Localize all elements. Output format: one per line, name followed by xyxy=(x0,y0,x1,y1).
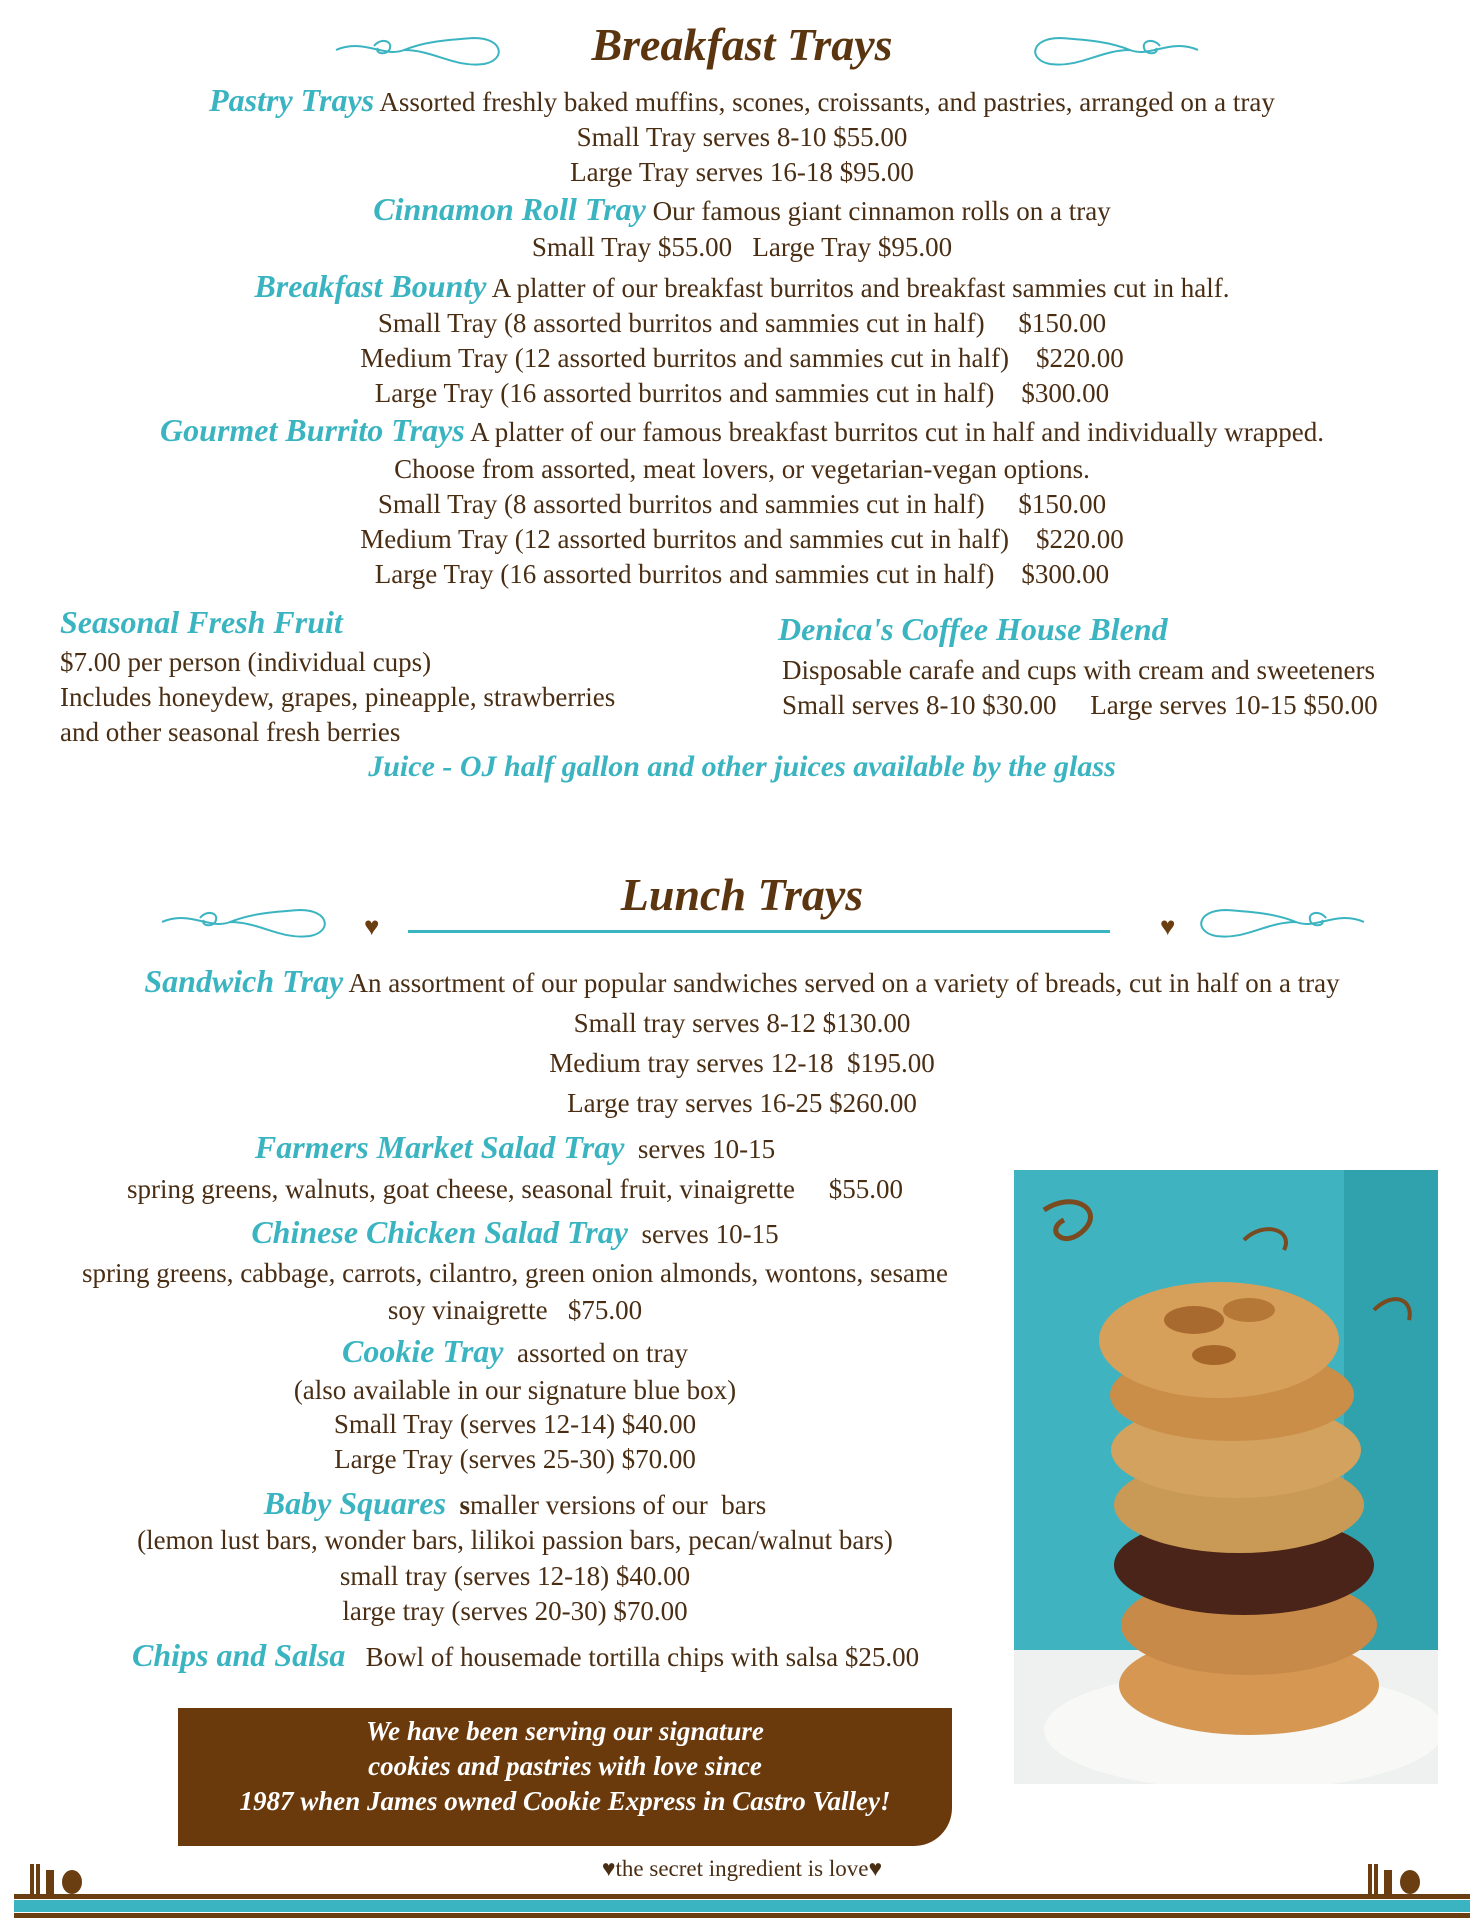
footer-stripe-teal xyxy=(14,1900,1470,1912)
chinese-title: Chinese Chicken Salad Tray xyxy=(251,1214,628,1250)
bounty-medium: Medium Tray (12 assorted burritos and sammies cut in half) $220.00 xyxy=(360,343,1124,373)
fruit-line2: Includes honeydew, grapes, pineapple, strawberries xyxy=(60,682,616,712)
heart-icon-left: ♥ xyxy=(364,912,380,941)
bounty-row xyxy=(0,268,1484,306)
farmers-desc: spring greens, walnuts, goat cheese, seasonal fruit, vinaigrette $55.00 xyxy=(126,1174,904,1204)
farmers-row xyxy=(0,1129,1030,1167)
tagline-row xyxy=(0,1856,1484,1882)
pastry-trays-title: Pastry Trays xyxy=(209,82,375,118)
chinese-desc2: soy vinaigrette $75.00 xyxy=(387,1295,643,1325)
heart-icon-tagline-left: ♥ xyxy=(601,1856,616,1881)
bounty-small: Small Tray (8 assorted burritos and sammies cut in half) $150.00 xyxy=(377,308,1107,338)
swirl-ornament-left-lunch xyxy=(160,900,330,944)
baby-desc: maller versions of our bars xyxy=(470,1490,767,1520)
sandwich-large: Large tray serves 16-25 $260.00 xyxy=(567,1088,917,1118)
cookie-row xyxy=(0,1333,1030,1371)
chinese-desc1: spring greens, cabbage, carrots, cilantro, green onion almonds, wontons, sesame xyxy=(81,1258,948,1288)
cookie-large: Large Tray (serves 25-30) $70.00 xyxy=(334,1444,696,1474)
heart-icon-right: ♥ xyxy=(1160,912,1176,941)
cookie-note: (also available in our signature blue box) xyxy=(293,1375,737,1405)
swirl-ornament-right-lunch xyxy=(1196,900,1366,944)
pastry-trays-desc: Assorted freshly baked muffins, scones, croissants, and pastries, arranged on a tray xyxy=(379,87,1275,117)
sandwich-small: Small tray serves 8-12 $130.00 xyxy=(573,1008,911,1038)
lunch-heading: Lunch Trays xyxy=(620,869,864,920)
juice-line: Juice - OJ half gallon and other juices available by the glass xyxy=(368,750,1116,783)
heart-icon-tagline-right: ♥ xyxy=(868,1856,883,1881)
utensils-icon-right xyxy=(1366,1858,1426,1894)
story-box xyxy=(178,1708,952,1846)
cinnamon-prices: Small Tray $55.00 Large Tray $95.00 xyxy=(531,232,953,262)
baby-row xyxy=(0,1485,1030,1523)
gourmet-large: Large Tray (16 assorted burritos and sammies cut in half) $300.00 xyxy=(374,559,1110,589)
bounty-desc: A platter of our breakfast burritos and breakfast sammies cut in half. xyxy=(491,273,1230,303)
story-line3: 1987 when James owned Cookie Express in Castro Valley! xyxy=(239,1786,891,1816)
farmers-title: Farmers Market Salad Tray xyxy=(254,1129,625,1165)
coffee-title: Denica's Coffee House Blend xyxy=(778,611,1168,647)
baby-list: (lemon lust bars, wonder bars, lilikoi passion bars, pecan/walnut bars) xyxy=(137,1525,893,1555)
gourmet-small: Small Tray (8 assorted burritos and sammies cut in half) $150.00 xyxy=(377,489,1107,519)
chinese-row xyxy=(0,1214,1030,1252)
tagline: the secret ingredient is love xyxy=(615,1856,869,1881)
cookie-stack-illustration xyxy=(1014,1170,1438,1784)
cookie-stack-photo xyxy=(1014,1170,1438,1784)
footer-stripe-bottom xyxy=(14,1913,1470,1918)
swirl-ornament-right-top xyxy=(1030,28,1200,72)
baby-small: small tray (serves 12-18) $40.00 xyxy=(339,1561,691,1591)
cinnamon-title: Cinnamon Roll Tray xyxy=(373,191,646,227)
story-line1: We have been serving our signature xyxy=(366,1716,764,1746)
farmers-serves: serves 10-15 xyxy=(637,1134,776,1164)
pastry-small: Small Tray serves 8-10 $55.00 xyxy=(576,122,908,152)
fruit-line3: and other seasonal fresh berries xyxy=(60,717,401,747)
bounty-large: Large Tray (16 assorted burritos and sammies cut in half) $300.00 xyxy=(374,378,1110,408)
story-line2: cookies and pastries with love since xyxy=(368,1751,762,1781)
cinnamon-desc: Our famous giant cinnamon rolls on a tray xyxy=(652,196,1111,226)
baby-desc-bold: s xyxy=(459,1490,471,1520)
sandwich-medium: Medium tray serves 12-18 $195.00 xyxy=(549,1048,935,1078)
chips-title: Chips and Salsa xyxy=(132,1637,346,1673)
chinese-serves: serves 10-15 xyxy=(641,1219,779,1249)
fruit-line1: $7.00 per person (individual cups) xyxy=(60,647,432,677)
cookie-small: Small Tray (serves 12-14) $40.00 xyxy=(333,1409,697,1439)
breakfast-heading: Breakfast Trays xyxy=(591,19,893,70)
pastry-trays-row xyxy=(0,82,1484,120)
utensils-icon-left xyxy=(28,1858,88,1894)
coffee-line2: Small serves 8-10 $30.00 Large serves 10-15 $50.00 xyxy=(782,690,1378,720)
gourmet-desc: A platter of our famous breakfast burritos cut in half and individually wrapped. xyxy=(469,417,1324,447)
sandwich-desc: An assortment of our popular sandwiches served on a variety of breads, cut in half on a tray xyxy=(348,968,1340,998)
coffee-line1: Disposable carafe and cups with cream and sweeteners xyxy=(782,655,1375,685)
gourmet-title: Gourmet Burrito Trays xyxy=(160,412,465,448)
footer-stripe-top xyxy=(14,1894,1470,1899)
fruit-title: Seasonal Fresh Fruit xyxy=(60,604,343,640)
gourmet-choose: Choose from assorted, meat lovers, or vegetarian-vegan options. xyxy=(394,454,1090,484)
cookie-title: Cookie Tray xyxy=(342,1333,504,1369)
chips-desc: Bowl of housemade tortilla chips with salsa $25.00 xyxy=(365,1642,920,1672)
gourmet-row xyxy=(0,412,1484,450)
lunch-divider xyxy=(408,930,1110,933)
sandwich-row xyxy=(0,963,1484,1001)
bounty-title: Breakfast Bounty xyxy=(254,268,487,304)
baby-large: large tray (serves 20-30) $70.00 xyxy=(342,1596,688,1626)
chips-row xyxy=(132,1637,919,1675)
baby-title: Baby Squares xyxy=(263,1485,447,1521)
cinnamon-row xyxy=(0,191,1484,229)
cookie-desc: assorted on tray xyxy=(517,1338,688,1368)
sandwich-title: Sandwich Tray xyxy=(144,963,344,999)
pastry-large: Large Tray serves 16-18 $95.00 xyxy=(570,157,914,187)
gourmet-medium: Medium Tray (12 assorted burritos and sammies cut in half) $220.00 xyxy=(360,524,1124,554)
